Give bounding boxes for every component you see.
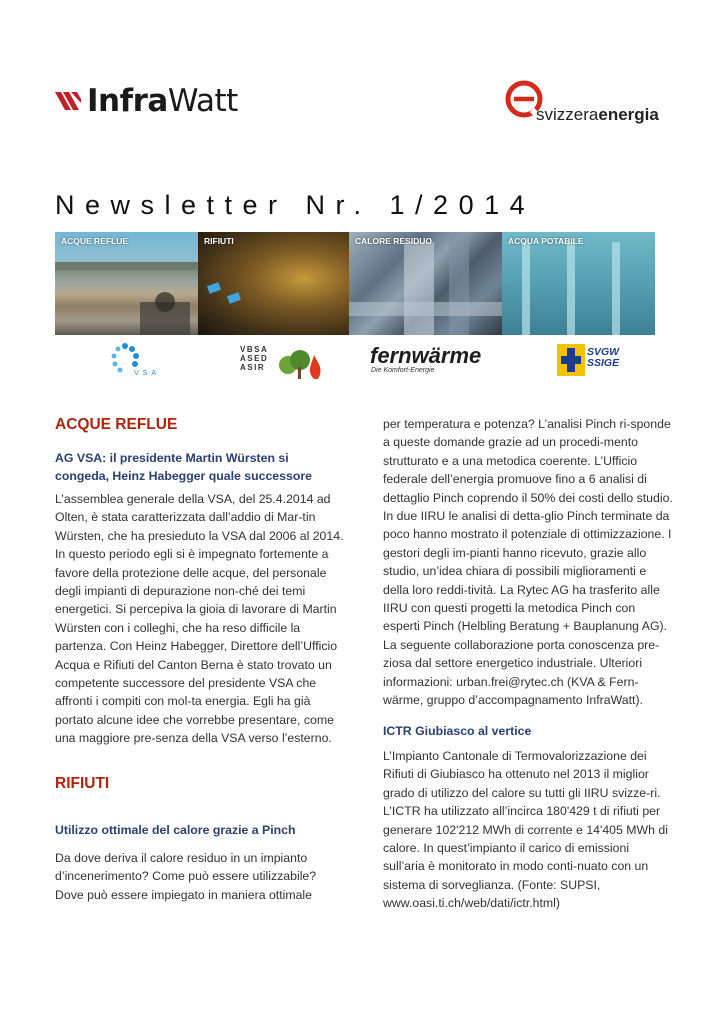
svgw-ssige-logo [557, 344, 623, 376]
pipes-photo-icon [349, 232, 502, 335]
article-heading-pinch: Utilizzo ottimale del calore grazie a Pinch [55, 823, 296, 837]
fernwaerme-wordmark: fernwärme [370, 343, 482, 368]
infrawatt-wordmark: InfraWatt [87, 83, 238, 119]
article-body-pinch-continued: per temperatura e potenza? L’analisi Pinch ri-sponde a queste domande grazie ad un procedi-mento strutturato e a una metodica coerente. L’Ufficio federale dell’energia promuove fino a 6 analisi di dettaglio Pinch coprendo il 50% dei costi dello studio. In due IIRU le analisi di detta-glio Pinch terminate da poco hanno mostrato il potenziale di ottimizzazione. I gestori degli im-pianti hanno ricevuto, grazie allo studio, un’idea chiara di possibili miglioramenti e della loro reddi-tività. La Rytec AG ha trasferito alle IIRU con questi progetti la metodica Pinch con esperti Pinch (Helbling Beratung + Bauplanung AG). La seguente collaborazione porta conoscenza pre-ziosa dal settore energetico industriale. Ulteriori informazioni: urban.frei@rytec.ch (KVA & Fern-wärme, gruppo d’accompagnamento InfraWatt). [383, 417, 673, 708]
banner-label: ACQUA POTABILE [508, 236, 584, 246]
article-heading-ag-vsa: AG VSA: il presidente Martin Würsten si congeda, Heinz Habegger quale successore [55, 451, 312, 483]
reservoir-photo-icon [502, 232, 655, 335]
fernwaerme-logo [370, 345, 510, 377]
svizzera-energia-logo [505, 80, 675, 128]
banner-label: ACQUE REFLUE [61, 236, 129, 246]
vsa-wordmark: VSA [134, 370, 161, 377]
banner-label: CALORE RESIDUO [355, 236, 432, 246]
article-body-ictr: L’Impianto Cantonale di Termovalorizzazione dei Rifiuti di Giubiasco ha ottenuto nel 2013 il miglior grado di utilizzo del calore su tutti gli IIRU svizze-ri. L’ICTR ha utilizzato all’incirca 180'429 t di rifiuti per generare 102'212 MWh di corrente e 14'405 MWh di calore. In quest’impianto il carico di emissioni sull’aria è monitorato in modo conti-nuato con un sistema di sorveglianza. (Fonte: SUPSI, www.oasi.ti.ch/web/dati/ictr.html) [383, 749, 668, 911]
vbsa-ased-asir-logo [240, 345, 330, 380]
vsa-logo [105, 340, 175, 382]
trees-flame-icon [278, 345, 328, 380]
category-banner [55, 232, 655, 335]
infrawatt-mark-icon [55, 88, 81, 114]
banner-tile-acqua-potabile [502, 232, 655, 335]
banner-tile-acque-reflue [55, 232, 198, 335]
banner-label: RIFIUTI [204, 236, 234, 246]
wastewater-photo-icon [55, 232, 198, 335]
section-heading-rifiuti: RIFIUTI [55, 775, 110, 792]
svgw-line-1: SVGW [587, 346, 620, 358]
svgw-line-2: SSIGE [587, 357, 620, 369]
article-body-pinch: Da dove deriva il calore residuo in un impianto d’incenerimento? Come può essere utilizzabile? Dove può essere impiegato in maniera ottimale [55, 851, 317, 902]
newsletter-title: Newsletter Nr. 1/2014 [55, 190, 536, 220]
asir-line-1: VBSA [240, 345, 269, 354]
article-heading-ictr: ICTR Giubiasco al vertice [383, 724, 532, 738]
banner-tile-calore-residuo [349, 232, 502, 335]
asir-line-2: ASED [240, 354, 269, 363]
waste-photo-icon [198, 232, 349, 335]
fernwaerme-tagline: Die Komfort-Energie [371, 367, 435, 374]
svizzera-energia-wordmark: svizzeraenergia [536, 105, 659, 124]
article-body-ag-vsa: L’assemblea generale della VSA, del 25.4.2014 ad Olten, è stata caratterizzata dall’addio di Mar-tin Würsten, che ha presieduto la VSA dal 2006 al 2014. In questo periodo egli si è impegnato fortemente a favore della protezione delle acque, del personale degli impianti di depurazione non-ché dei temi energetici. Si percepiva la gioia di lavorare di Martin Würsten con i colleghi, che ha reso difficile la partenza. Con Heinz Habegger, Direttore dell’Ufficio Acqua e Rifiuti del Canton Berna è stato trovato un competente successore del presidente VSA che affronti i compiti con mol-ta energia. Egli ha già portato alcune idee che vorrebbe presentare, come una maggiore pre-senza della VSA verso l’esterno. [55, 492, 344, 746]
section-heading-acque-reflue: ACQUE REFLUE [55, 416, 178, 433]
asir-line-3: ASIR [240, 363, 266, 372]
svgw-cross-icon [557, 344, 585, 376]
infrawatt-logo [55, 84, 238, 118]
banner-tile-rifiuti [198, 232, 349, 335]
